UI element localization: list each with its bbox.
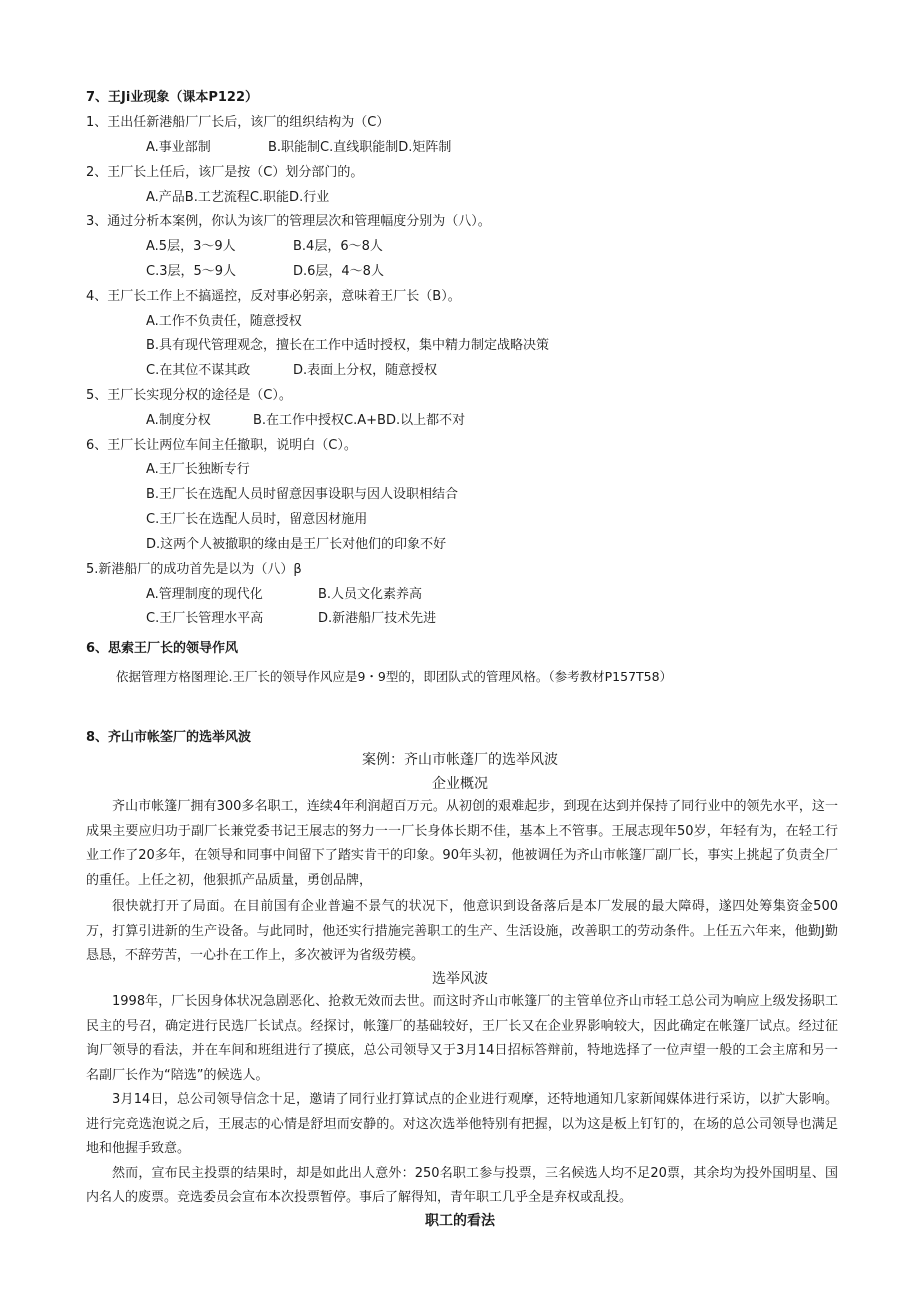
section-heading: 7、王Ji业现象（课本P122） [86, 90, 259, 105]
option-d: D.新港船厂技术先进 [318, 611, 437, 626]
paragraph: 很快就打开了局面。在目前国有企业普遍不景气的状况下，他意识到设备落后是本厂发展的最大障碍，遂四处筹集资金500万，打算引进新的生产设备。与此同时，他还实行措施完善职工的生产、生活设施，改善职工的劳动条件。上任五六年来，他勤J勤恳恳，不辞劳苦，一心扑在工作上，多次被评为省级劳模。 [86, 899, 838, 963]
question-7: 5.新港船厂的成功首先是以为（八）β [86, 562, 302, 577]
overview-title: 企业概况 [432, 776, 488, 792]
option-c: C.王厂长在选配人员时，留意因材施用 [146, 512, 368, 527]
option-b: B.人员文化素养高 [318, 587, 423, 602]
question-1: 1、王出任新港船厂厂长后，该厂的组织结构为（C） [86, 115, 390, 130]
option-a: A.工作不负责任，随意授权 [146, 314, 302, 329]
option-a: A.制度分权 [146, 413, 211, 428]
option-b: B.具有现代管理观念，擅长在工作中适时授权，集中精力制定战略决策 [146, 338, 550, 353]
paragraph: 然而，宣布民主投票的结果时，却是如此出人意外：250名职工参与投票，三名候选人均不足20票，其余均为投外国明星、国内名人的废票。竞选委员会宣布本次投票暂停。事后了解得知，青年职工几乎全是弃权或乱投。 [86, 1165, 838, 1205]
election-text [86, 990, 838, 1211]
staff-view-title: 职工的看法 [425, 1213, 495, 1229]
question-3: 3、通过分析本案例，你认为该厂的管理层次和管理幅度分别为（八）。 [86, 214, 491, 229]
option-b: B.王厂长在选配人员时留意因事设职与因人设职相结合 [146, 487, 459, 502]
question-2: 2、王厂长上任后，该厂是按（C）划分部门的。 [86, 165, 364, 180]
option-d: D.这两个人被撤职的缘由是王厂长对他们的印象不好 [146, 537, 447, 552]
option-c: C.在其位不谋其政 [146, 363, 251, 378]
paragraph: 1998年，厂长因身体状况急剧恶化、抢救无效而去世。而这时齐山市帐篷厂的主管单位齐山市轻工总公司为响应上级发扬职工民主的号召，确定进行民选厂长试点。经探讨，帐篷厂的基础较好，王厂长又在企业界影响较大，因此确定在帐篷厂试点。经过征询厂领导的看法，并在车间和班组进行了摸底，总公司领导又于3月14日招标答辩前，特地选择了一位声望一般的工会主席和另一名副厂长作为“陪选”的候选人。 [86, 994, 838, 1083]
option-c: C.3层，5〜9人 [146, 264, 237, 279]
options: A.产品B.工艺流程C.职能D.行业 [146, 190, 330, 205]
question-6: 6、王厂长让两位车间主任撤职，说明白（C）。 [86, 438, 357, 453]
paragraph: 齐山市帐篷厂拥有300多名职工，连续4年利润超百万元。从初创的艰难起步，到现在达到并保持了同行业中的领先水平，这一成果主要应归功于副厂长兼党委书记王展志的努力一一厂长身体长期不佳，基本上不管事。王展志现年50岁，年轻有为，在轻工行业工作了20多年，在领导和同事中间留下了踏实肯干的印象。90年头初，他被调任为齐山市帐篷厂副厂长，事实上挑起了负责全厂的重任。上任之初，他狠抓产品质量，勇创品牌， [86, 799, 838, 888]
paragraph: 3月14日，总公司领导信念十足，邀请了同行业打算试点的企业进行观摩，还特地通知几家新闻媒体进行采访，以扩大影响。进行完竞选泡说之后，王展志的心情是舒坦而安静的。对这次选举他特别有把握，以为这是板上钉钉的，在场的总公司领导也满足地和他握手致意。 [86, 1092, 838, 1156]
section-heading: 8、齐山市帐筌厂的选举风波 [86, 730, 252, 745]
option-d: D.6层，4〜8人 [293, 264, 384, 279]
answer-text: 依据管理方格图理论.王厂长的领导作风应是9・9型的，即团队式的管理风格。（参考教材P157T58） [116, 669, 673, 684]
subsection-heading: 6、思索王厂长的领导作风 [86, 641, 239, 656]
question-5: 5、王厂长实现分权的途径是（C）。 [86, 388, 292, 403]
option-a: A.王厂长独断专行 [146, 462, 250, 477]
option-bcd: B.职能制C.直线职能制D.矩阵制 [268, 140, 452, 155]
election-title: 选举风波 [432, 971, 488, 987]
case-title: 案例：齐山市帐蓬厂的选举风波 [362, 752, 558, 768]
option-c: C.王厂长管理水平高 [146, 611, 264, 626]
option-b: B.4层，6〜8人 [293, 239, 383, 254]
option-d: D.表面上分权，随意授权 [293, 363, 438, 378]
option-a: A.管理制度的现代化 [146, 587, 263, 602]
option-a: A.事业部制 [146, 140, 211, 155]
option-bcd: B.在工作中授权C.A+BD.以上都不对 [253, 413, 466, 428]
question-4: 4、王厂长工作上不搞遥控，反对事必躬亲，意味着王厂长（B）。 [86, 289, 461, 304]
overview-text [86, 795, 838, 969]
option-a: A.5层，3〜9人 [146, 239, 236, 254]
